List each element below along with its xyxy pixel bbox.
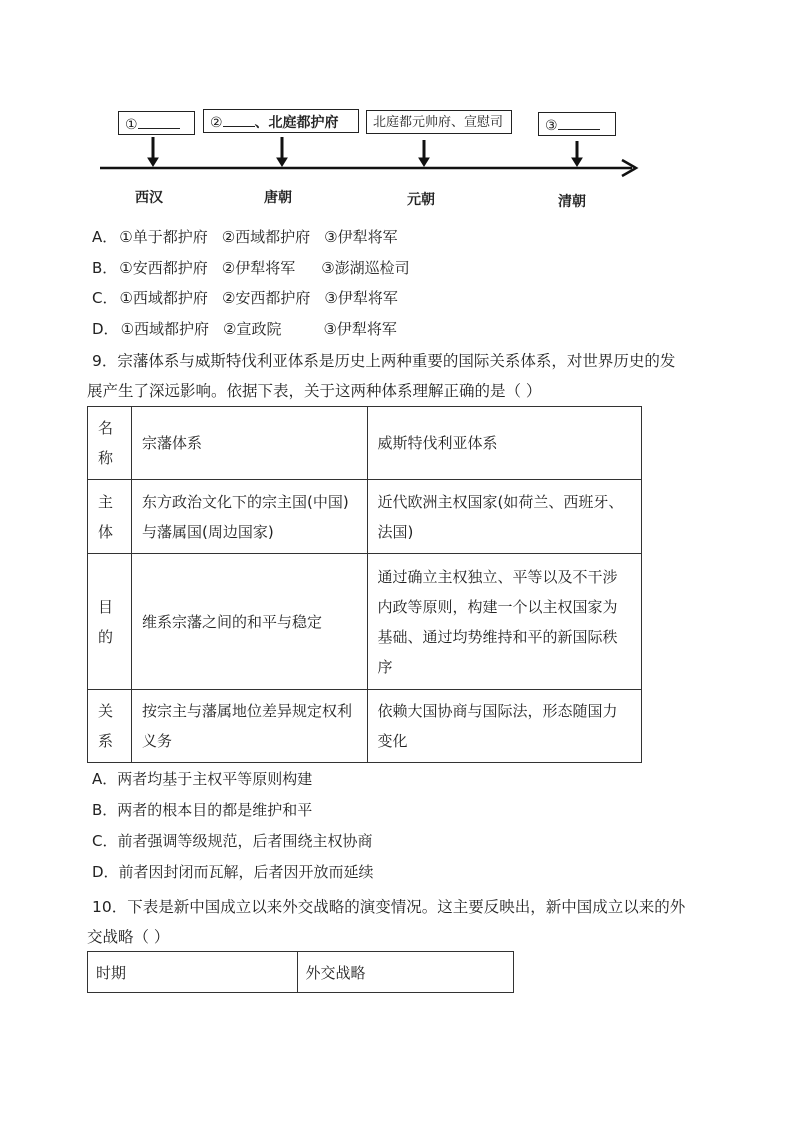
- box4-num: ③: [545, 118, 558, 134]
- arrow-yuan: [419, 140, 429, 166]
- table-cell: 东方政治文化下的宗主国(中国)与藩属国(周边国家): [131, 480, 367, 554]
- row-header: 主体: [88, 480, 132, 554]
- timeline-box-4: [538, 112, 616, 136]
- q9-option-b[interactable]: B．两者的根本目的都是维护和平: [92, 801, 313, 819]
- table-row: [88, 480, 642, 554]
- option-item: ①西域都护府: [120, 320, 210, 338]
- table-cell: 威斯特伐利亚体系: [367, 407, 642, 480]
- arrow-qing: [572, 141, 582, 166]
- table-row: [88, 407, 642, 480]
- blank-1: [138, 112, 180, 129]
- table-cell: 近代欧洲主权国家(如荷兰、西班牙、法国): [367, 480, 642, 554]
- table-cell: 维系宗藩之间的和平与稳定: [131, 554, 367, 690]
- option-item: ②宣政院: [223, 320, 282, 338]
- row-header: 名称: [88, 407, 132, 480]
- option-item: ③伊犁将军: [324, 228, 398, 246]
- option-letter: A．: [92, 228, 118, 246]
- blank-3: [558, 113, 600, 130]
- q9-table: [87, 406, 642, 763]
- box1-num: ①: [125, 117, 138, 133]
- option-item: ①安西都护府: [119, 259, 208, 277]
- label-west-han: 西汉: [135, 190, 163, 206]
- option-letter: D．: [92, 320, 119, 338]
- q9-stem-line1: 9．宗藩体系与威斯特伐利亚体系是历史上两种重要的国际关系体系，对世界历史的发: [92, 352, 676, 370]
- q8-option-b[interactable]: [92, 257, 424, 278]
- timeline-box-1: [118, 111, 195, 135]
- option-item: ③伊犁将军: [324, 289, 398, 307]
- arrow-tang: [277, 137, 287, 166]
- arrow-west-han: [148, 137, 158, 166]
- table-header-row: [88, 952, 514, 993]
- label-yuan: 元朝: [407, 192, 435, 208]
- blank-2: [223, 110, 255, 127]
- timeline-box-2: [203, 109, 359, 133]
- column-header: 外交战略: [297, 952, 514, 993]
- option-item: ③伊犁将军: [323, 320, 397, 338]
- q10-table: [87, 951, 514, 993]
- q9-option-d[interactable]: D．前者因封闭而瓦解，后者因开放而延续: [92, 863, 374, 881]
- label-tang: 唐朝: [264, 190, 292, 206]
- table-cell: 按宗主与藩属地位差异规定权利义务: [131, 690, 367, 763]
- row-header: 关系: [88, 690, 132, 763]
- label-qing: 清朝: [558, 194, 586, 210]
- q9-stem-line2: 展产生了深远影响。依据下表，关于这两种体系理解正确的是（ ）: [87, 382, 542, 400]
- option-item: ①西域都护府: [119, 289, 208, 307]
- table-cell: 宗藩体系: [131, 407, 367, 480]
- timeline-box-3: 北庭都元帅府、宣慰司: [366, 110, 512, 134]
- table-cell: 通过确立主权独立、平等以及不干涉内政等原则，构建一个以主权国家为基础、通过均势维持和平的新国际秩序: [367, 554, 642, 690]
- q8-option-d[interactable]: [92, 318, 411, 339]
- option-item: ②安西都护府: [221, 289, 311, 307]
- box2-suffix: 、北庭都护府: [254, 115, 339, 131]
- option-item: ②西域都护府: [221, 228, 311, 246]
- table-cell: 依赖大国协商与国际法，形态随国力变化: [367, 690, 642, 763]
- box2-num: ②: [210, 115, 223, 131]
- option-letter: B．: [92, 259, 118, 277]
- table-row: [88, 690, 642, 763]
- option-item: ③澎湖巡检司: [321, 259, 410, 277]
- q8-option-a[interactable]: [92, 226, 412, 247]
- q9-option-a[interactable]: A．两者均基于主权平等原则构建: [92, 770, 313, 788]
- q9-option-c[interactable]: C．前者强调等级规范，后者围绕主权协商: [92, 832, 373, 850]
- q10-stem-line2: 交战略（ ）: [87, 928, 170, 946]
- q10-stem-line1: 10．下表是新中国成立以来外交战略的演变情况。这主要反映出，新中国成立以来的外: [92, 898, 686, 916]
- row-header: 目的: [88, 554, 132, 690]
- option-item: ①单于都护府: [119, 228, 208, 246]
- table-row: [88, 554, 642, 690]
- column-header: 时期: [88, 952, 298, 993]
- q8-option-c[interactable]: [92, 287, 412, 308]
- option-item: ②伊犁将军: [221, 259, 296, 277]
- option-letter: C．: [92, 289, 118, 307]
